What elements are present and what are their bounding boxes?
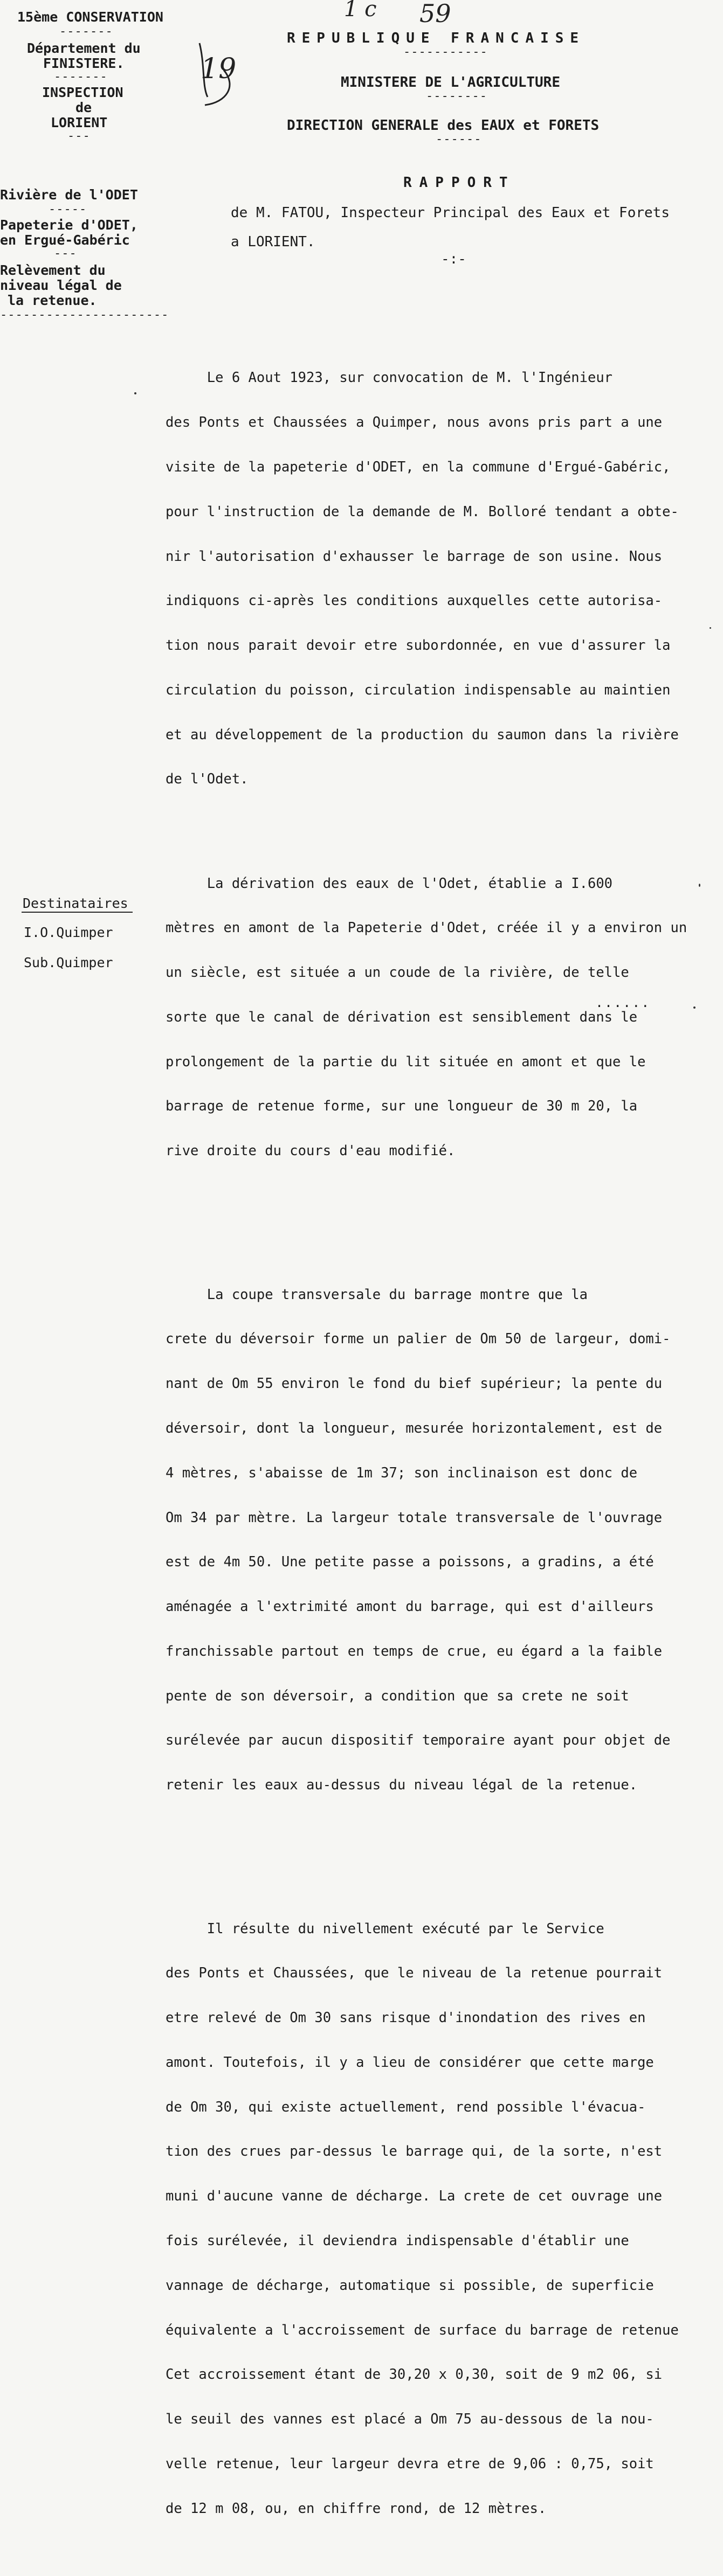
recipients-title: Destinataires bbox=[23, 895, 128, 911]
separator: -:- bbox=[441, 251, 466, 267]
line: nant de Om 55 environ le fond du bief supérieur; la pente du bbox=[166, 1376, 663, 1392]
line: Om 34 par mètre. La largeur totale transversale de l'ouvrage bbox=[166, 1509, 663, 1526]
divider: --- bbox=[67, 129, 91, 143]
conservation-label: 15ème CONSERVATION bbox=[17, 9, 163, 25]
line: équivalente a l'accroissement de surface du barrage de retenue bbox=[166, 2322, 679, 2338]
line: 4 mètres, s'abaisse de 1m 37; son inclinaison est donc de bbox=[166, 1464, 638, 1481]
line: visite de la papeterie d'ODET, en la commune d'Ergué-Gabéric, bbox=[166, 459, 671, 475]
line: La coupe transversale du barrage montre que la bbox=[166, 1286, 588, 1303]
recipient-1: I.O.Quimper bbox=[24, 925, 113, 940]
line: indiquons ci-après les conditions auxquelles cette autorisa- bbox=[166, 593, 663, 609]
line: Le 6 Aout 1923, sur convocation de M. l'Ingénieur bbox=[166, 370, 613, 386]
line: pour l'instruction de la demande de M. Bolloré tendant a obte- bbox=[166, 503, 679, 520]
divider: ------ bbox=[436, 133, 482, 146]
author-line-1: de M. FATOU, Inspecteur Principal des Eaux et Forets bbox=[231, 205, 670, 221]
handwritten-stroke-icon bbox=[194, 38, 243, 108]
divider: ------- bbox=[54, 70, 108, 84]
departement-line-2: FINISTERE. bbox=[43, 55, 125, 71]
line: un siècle, est située a un coude de la rivière, de telle bbox=[166, 964, 629, 981]
line: Cet accroissement étant de 30,20 x 0,30, soit de 9 m2 06, si bbox=[166, 2366, 663, 2383]
line: est de 4m 50. Une petite passe a poissons, a gradins, a été bbox=[166, 1554, 654, 1571]
line: amont. Toutefois, il y a lieu de considérer que cette marge bbox=[166, 2054, 654, 2071]
line: des Ponts et Chaussées, que le niveau de la retenue pourrait bbox=[166, 1965, 663, 1982]
subject-line-1: Rivière de l'ODET bbox=[0, 187, 138, 203]
divider: ----------- bbox=[403, 45, 488, 59]
line: vannage de décharge, automatique si possible, de superficie bbox=[166, 2277, 654, 2294]
scan-speck bbox=[693, 1006, 696, 1009]
continuation-dots: ...... bbox=[595, 995, 651, 1010]
report-title: RAPPORT bbox=[403, 175, 515, 191]
scan-speck bbox=[710, 627, 711, 629]
line: sorte que le canal de dérivation est sensiblement dans le bbox=[166, 1009, 638, 1025]
republic-heading: REPUBLIQUE FRANCAISE bbox=[287, 30, 586, 46]
line: et au développement de la production du saumon dans la rivière bbox=[166, 726, 679, 743]
line: Il résulte du nivellement exécuté par le Service bbox=[166, 1920, 604, 1937]
divider: -------- bbox=[426, 89, 487, 103]
line: des Ponts et Chaussées a Quimper, nous avons pris part a une bbox=[166, 414, 663, 431]
author-line-2: a LORIENT. bbox=[231, 234, 315, 250]
inspection-line-2: de bbox=[75, 100, 92, 115]
line: surélevée par aucun dispositif temporaire ayant pour objet de bbox=[166, 1732, 671, 1749]
line: fois surélevée, il deviendra indispensable d'établir une bbox=[166, 2233, 629, 2249]
ministry-heading: MINISTERE DE L'AGRICULTURE bbox=[341, 74, 560, 91]
line: aménagée a l'extrimité amont du barrage, qui est d'ailleurs bbox=[166, 1599, 654, 1615]
line: tion nous parait devoir etre subordonnée, en vue d'assurer la bbox=[166, 637, 671, 654]
line: déversoir, dont la longueur, mesurée horizontalement, est de bbox=[166, 1420, 663, 1436]
folio-number: 59 bbox=[419, 0, 451, 28]
subject-line-3: en Ergué-Gabéric bbox=[0, 232, 130, 248]
inspection-line-1: INSPECTION bbox=[42, 85, 123, 100]
recipient-2: Sub.Quimper bbox=[24, 955, 113, 970]
line: barrage de retenue forme, sur une longueur de 30 m 20, la bbox=[166, 1098, 638, 1115]
divider: ------- bbox=[59, 25, 113, 38]
scan-speck bbox=[134, 392, 136, 394]
margin-mark: 19 bbox=[201, 53, 237, 85]
report-body bbox=[166, 311, 715, 2576]
subject-line-4: Relèvement du bbox=[0, 262, 106, 278]
departement-line-1: Département du bbox=[27, 40, 141, 56]
inspection-line-3: LORIENT bbox=[51, 115, 108, 130]
subject-line-5: niveau légal de bbox=[0, 277, 122, 293]
paragraph-3 bbox=[166, 1258, 715, 1823]
recipients-underline bbox=[22, 912, 133, 913]
direction-heading: DIRECTION GENERALE des EAUX et FORETS bbox=[287, 117, 600, 134]
line: nir l'autorisation d'exhausser le barrage de son usine. Nous bbox=[166, 548, 663, 565]
line: crete du déversoir forme un palier de Om 50 de largeur, domi- bbox=[166, 1331, 671, 1348]
line: rive droite du cours d'eau modifié. bbox=[166, 1143, 456, 1159]
paragraph-4 bbox=[166, 1892, 715, 2546]
scan-speck bbox=[699, 884, 700, 887]
line: etre relevé de Om 30 sans risque d'inondation des rives en bbox=[166, 2010, 646, 2026]
line: mètres en amont de la Papeterie d'Odet, créée il y a environ un bbox=[166, 920, 687, 936]
line: circulation du poisson, circulation indispensable au maintien bbox=[166, 682, 671, 698]
top-left-mark: 1 c bbox=[344, 0, 377, 22]
line: retenir les eaux au-dessus du niveau légal de la retenue. bbox=[166, 1777, 638, 1794]
line: de Om 30, qui existe actuellement, rend possible l'évacua- bbox=[166, 2099, 646, 2115]
paragraph-2 bbox=[166, 846, 715, 1189]
line: le seuil des vannes est placé a Om 75 au-dessous de la nou- bbox=[166, 2411, 654, 2428]
line: de 12 m 08, ou, en chiffre rond, de 12 mètres. bbox=[166, 2500, 547, 2517]
line: La dérivation des eaux de l'Odet, établie a I.600 bbox=[166, 875, 613, 892]
paragraph-1 bbox=[166, 341, 715, 817]
subject-line-2: Papeterie d'ODET, bbox=[0, 217, 138, 233]
divider: --- bbox=[54, 247, 77, 260]
line: prolongement de la partie du lit située en amont et que le bbox=[166, 1053, 646, 1070]
line: muni d'aucune vanne de décharge. La crete de cet ouvrage une bbox=[166, 2188, 663, 2205]
subject-line-6: la retenue. bbox=[8, 293, 97, 308]
divider: ----- bbox=[49, 203, 87, 216]
line: tion des crues par-dessus le barrage qui, de la sorte, n'est bbox=[166, 2143, 663, 2160]
divider: ---------------------- bbox=[0, 308, 169, 322]
line: franchissable partout en temps de crue, eu égard a la faible bbox=[166, 1643, 663, 1660]
line: pente de son déversoir, a condition que sa crete ne soit bbox=[166, 1688, 629, 1704]
line: de l'Odet. bbox=[166, 771, 249, 788]
line: velle retenue, leur largeur devra etre de 9,06 : 0,75, soit bbox=[166, 2455, 654, 2472]
